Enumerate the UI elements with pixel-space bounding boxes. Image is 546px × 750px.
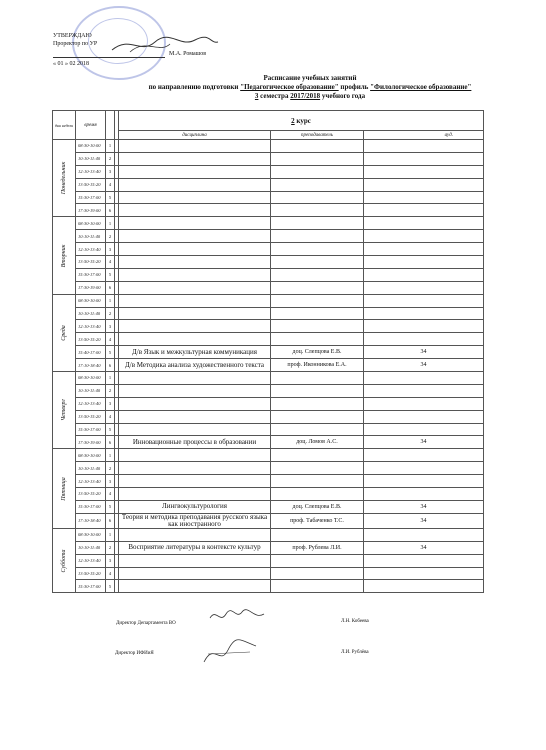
discipline-cell: Теория и методика преподавания русского языка как иностранного	[119, 513, 271, 528]
pair-number: 2	[106, 462, 115, 475]
room-cell	[364, 462, 484, 475]
pair-number: 6	[106, 359, 115, 372]
pair-number: 3	[106, 475, 115, 488]
day-name: Четверг	[61, 399, 67, 422]
teacher-cell	[271, 528, 364, 541]
table-row	[53, 152, 484, 165]
time-cell: 13:50-15:20	[76, 488, 106, 501]
table-row	[53, 256, 484, 269]
teacher-cell	[271, 230, 364, 243]
pair-number: 2	[106, 384, 115, 397]
time-cell: 17:30-19:00	[76, 281, 106, 294]
discipline-cell	[119, 372, 271, 385]
day-cell	[53, 449, 76, 528]
pair-number: 1	[106, 217, 115, 230]
room-cell	[364, 178, 484, 191]
approval-signature	[110, 30, 220, 60]
room-cell	[364, 268, 484, 281]
discipline-cell	[119, 333, 271, 346]
pair-number: 5	[106, 500, 115, 513]
table-row	[53, 294, 484, 307]
discipline-cell	[119, 410, 271, 423]
discipline-cell	[119, 528, 271, 541]
pair-number: 6	[106, 204, 115, 217]
discipline-cell	[119, 152, 271, 165]
table-row	[53, 449, 484, 462]
pair-number: 5	[106, 423, 115, 436]
discipline-cell: Д/в Язык и межкультурная коммуникация	[119, 346, 271, 359]
discipline-cell	[119, 462, 271, 475]
teacher-cell	[271, 384, 364, 397]
room-cell	[364, 475, 484, 488]
pair-number: 5	[106, 268, 115, 281]
table-row	[53, 462, 484, 475]
table-row	[53, 140, 484, 153]
pair-number: 4	[106, 410, 115, 423]
room-cell	[364, 256, 484, 269]
time-cell: 17:10-18:40	[76, 513, 106, 528]
time-cell: 15:30-17:00	[76, 423, 106, 436]
table-row	[53, 500, 484, 513]
discipline-cell	[119, 423, 271, 436]
pair-number: 3	[106, 243, 115, 256]
approval-name: М.А. Ромашов	[169, 51, 207, 57]
time-cell: 13:50-15:20	[76, 410, 106, 423]
room-cell	[364, 397, 484, 410]
day-cell	[53, 140, 76, 217]
time-cell: 15:30-17:00	[76, 500, 106, 513]
room-cell	[364, 140, 484, 153]
discipline-cell	[119, 230, 271, 243]
day-cell	[53, 294, 76, 371]
approval-position: Проректор по УР	[53, 41, 98, 47]
pair-number: 6	[106, 436, 115, 449]
room-cell	[364, 165, 484, 178]
room-cell	[364, 554, 484, 567]
director-signature	[208, 606, 268, 626]
time-cell: 10:10-11:40	[76, 152, 106, 165]
room-cell	[364, 230, 484, 243]
time-cell: 08:30-10:00	[76, 140, 106, 153]
discipline-cell: Д/в Методика анализа художественного текста	[119, 359, 271, 372]
pair-number: 3	[106, 165, 115, 178]
teacher-cell: доц. Слепцова Е.В.	[271, 346, 364, 359]
pair-number: 2	[106, 230, 115, 243]
teacher-cell	[271, 204, 364, 217]
room-cell	[364, 191, 484, 204]
pair-number: 1	[106, 528, 115, 541]
teacher-cell	[271, 268, 364, 281]
header-discipline: дисциплина	[119, 131, 271, 140]
time-cell: 08:30-10:00	[76, 528, 106, 541]
table-row	[53, 204, 484, 217]
teacher-cell	[271, 554, 364, 567]
table-row	[53, 320, 484, 333]
year-label: учебного года	[320, 92, 366, 100]
teacher-cell	[271, 449, 364, 462]
discipline-cell: Восприятие литературы в контексте культур	[119, 541, 271, 554]
discipline-cell	[119, 580, 271, 593]
discipline-cell: Инновационные процессы в образовании	[119, 436, 271, 449]
discipline-cell	[119, 567, 271, 580]
pair-number: 3	[106, 397, 115, 410]
table-row	[53, 423, 484, 436]
academic-year: 2017/2018	[290, 92, 321, 100]
table-row	[53, 541, 484, 554]
time-cell: 15:30-17:00	[76, 580, 106, 593]
discipline-cell	[119, 217, 271, 230]
time-cell: 08:30-10:00	[76, 294, 106, 307]
time-cell: 13:50-15:20	[76, 567, 106, 580]
discipline-cell	[119, 268, 271, 281]
day-name: Понедельник	[61, 161, 67, 195]
pair-number: 5	[106, 191, 115, 204]
time-cell: 12:10-13:40	[76, 475, 106, 488]
pair-number: 4	[106, 256, 115, 269]
room-cell	[364, 281, 484, 294]
signature-director-institute	[115, 651, 154, 656]
room-cell	[364, 217, 484, 230]
pair-number: 4	[106, 178, 115, 191]
pair-number: 6	[106, 513, 115, 528]
room-cell: 34	[364, 500, 484, 513]
header-course	[119, 111, 484, 131]
discipline-cell	[119, 294, 271, 307]
schedule-title-line2	[120, 83, 500, 92]
table-row	[53, 580, 484, 593]
teacher-cell: доц. Слепцова Е.В.	[271, 500, 364, 513]
time-cell: 12:10-13:40	[76, 243, 106, 256]
table-row	[53, 554, 484, 567]
discipline-cell	[119, 243, 271, 256]
time-cell: 10:10-11:40	[76, 230, 106, 243]
pair-number: 4	[106, 488, 115, 501]
discipline-cell	[119, 256, 271, 269]
discipline-cell	[119, 165, 271, 178]
room-cell	[364, 580, 484, 593]
table-row	[53, 528, 484, 541]
discipline-cell	[119, 140, 271, 153]
discipline-cell	[119, 178, 271, 191]
course-label: курс	[296, 116, 311, 125]
discipline-cell	[119, 320, 271, 333]
teacher-cell	[271, 243, 364, 256]
teacher-cell: проф. Табаченко Т.С.	[271, 513, 364, 528]
time-cell: 15:30-17:00	[76, 268, 106, 281]
time-cell: 13:50-15:20	[76, 178, 106, 191]
teacher-cell	[271, 140, 364, 153]
table-row	[53, 165, 484, 178]
signature-position: Директор Департамента ВО	[116, 621, 176, 626]
teacher-cell	[271, 152, 364, 165]
teacher-cell: доц. Ломов А.С.	[271, 436, 364, 449]
room-cell	[364, 488, 484, 501]
day-name: Пятница	[61, 476, 67, 501]
time-cell: 15:30-17:00	[76, 191, 106, 204]
teacher-cell	[271, 488, 364, 501]
pair-number: 4	[106, 567, 115, 580]
room-cell: 34	[364, 436, 484, 449]
time-cell: 08:30-10:00	[76, 449, 106, 462]
table-row	[53, 397, 484, 410]
teacher-cell: проф. Рублева Л.И.	[271, 541, 364, 554]
profile-prefix: профиль	[338, 83, 371, 91]
header-teacher: преподаватель	[271, 131, 364, 140]
time-cell: 10:10-11:40	[76, 541, 106, 554]
pair-number: 6	[106, 281, 115, 294]
table-row	[53, 243, 484, 256]
header-room: ауд.	[364, 131, 484, 140]
direction-field: "Педагогическое образование"	[240, 83, 339, 91]
time-cell: 12:10-13:40	[76, 320, 106, 333]
time-cell: 12:10-13:40	[76, 397, 106, 410]
institute-director-signature	[200, 636, 260, 670]
time-cell: 13:50-15:20	[76, 256, 106, 269]
time-cell: 17:30-19:00	[76, 436, 106, 449]
direction-prefix: по направлению подготовки	[148, 83, 241, 91]
schedule-title	[120, 74, 500, 101]
semester-label: семестра	[258, 92, 291, 100]
room-cell	[364, 333, 484, 346]
discipline-cell	[119, 475, 271, 488]
discipline-cell	[119, 449, 271, 462]
schedule-title-line1: Расписание учебных занятий	[263, 74, 357, 82]
time-cell: 17:10-18:40	[76, 359, 106, 372]
time-cell: 17:30-19:00	[76, 204, 106, 217]
day-name: Вторник	[61, 244, 67, 267]
discipline-cell	[119, 554, 271, 567]
profile-name: "Филологическое образование"	[370, 83, 472, 91]
table-row	[53, 372, 484, 385]
teacher-cell	[271, 256, 364, 269]
room-cell	[364, 307, 484, 320]
signature-position-2: Директор ИФИиЯ	[115, 651, 154, 656]
approval-title: УТВЕРЖДАЮ	[53, 33, 92, 39]
pair-number: 5	[106, 346, 115, 359]
discipline-cell	[119, 204, 271, 217]
schedule-title-line3	[120, 92, 500, 101]
day-cell	[53, 372, 76, 449]
room-cell	[364, 320, 484, 333]
pair-number: 2	[106, 541, 115, 554]
table-row	[53, 178, 484, 191]
time-cell: 13:50-15:20	[76, 333, 106, 346]
time-cell: 15:40-17:00	[76, 346, 106, 359]
room-cell	[364, 204, 484, 217]
teacher-cell	[271, 320, 364, 333]
teacher-cell	[271, 372, 364, 385]
time-cell: 12:10-13:40	[76, 554, 106, 567]
discipline-cell	[119, 488, 271, 501]
discipline-cell	[119, 281, 271, 294]
room-cell: 34	[364, 513, 484, 528]
table-row	[53, 513, 484, 528]
day-cell	[53, 528, 76, 592]
room-cell	[364, 152, 484, 165]
teacher-cell	[271, 294, 364, 307]
pair-number: 5	[106, 580, 115, 593]
header-days: дни недели	[53, 111, 76, 140]
discipline-cell	[119, 397, 271, 410]
teacher-cell	[271, 165, 364, 178]
teacher-cell	[271, 580, 364, 593]
teacher-cell	[271, 333, 364, 346]
table-row	[53, 217, 484, 230]
day-name: Суббота	[61, 549, 67, 573]
room-cell: 34	[364, 541, 484, 554]
table-row	[53, 346, 484, 359]
pair-number: 3	[106, 554, 115, 567]
table-row	[53, 307, 484, 320]
room-cell	[364, 294, 484, 307]
table-row	[53, 281, 484, 294]
pair-number: 1	[106, 140, 115, 153]
time-cell: 10:10-11:40	[76, 462, 106, 475]
time-cell: 10:10-11:40	[76, 307, 106, 320]
signature-name-rubleva: Л.И. Рублёва	[341, 650, 369, 655]
day-cell	[53, 217, 76, 294]
teacher-cell	[271, 397, 364, 410]
table-row	[53, 488, 484, 501]
time-cell: 12:10-13:40	[76, 165, 106, 178]
signature-name-kobeeva: Л.Н. Кобеева	[341, 619, 369, 624]
course-number: 2	[291, 116, 295, 125]
table-row	[53, 410, 484, 423]
room-cell	[364, 410, 484, 423]
header-time: время	[76, 111, 106, 140]
semester-number: 3	[254, 92, 259, 100]
pair-number: 2	[106, 307, 115, 320]
approval-date: « 01 » 02 2018	[53, 61, 89, 67]
table-row	[53, 384, 484, 397]
teacher-cell	[271, 567, 364, 580]
schedule-table	[52, 110, 484, 593]
teacher-cell	[271, 191, 364, 204]
teacher-cell	[271, 423, 364, 436]
table-row	[53, 191, 484, 204]
teacher-cell	[271, 475, 364, 488]
room-cell	[364, 528, 484, 541]
room-cell	[364, 384, 484, 397]
teacher-cell	[271, 217, 364, 230]
time-cell: 10:10-11:40	[76, 384, 106, 397]
pair-number: 1	[106, 372, 115, 385]
time-cell: 08:30-10:00	[76, 372, 106, 385]
table-row	[53, 567, 484, 580]
discipline-cell: Лингвокультурология	[119, 500, 271, 513]
teacher-cell	[271, 410, 364, 423]
table-row	[53, 333, 484, 346]
room-cell	[364, 423, 484, 436]
pair-number: 1	[106, 294, 115, 307]
room-cell	[364, 372, 484, 385]
teacher-cell: проф. Иконникова Е.А.	[271, 359, 364, 372]
table-row	[53, 268, 484, 281]
table-row	[53, 475, 484, 488]
table-row	[53, 359, 484, 372]
room-cell: 34	[364, 359, 484, 372]
signature-director-department	[116, 621, 176, 626]
discipline-cell	[119, 191, 271, 204]
pair-number: 3	[106, 320, 115, 333]
table-row	[53, 436, 484, 449]
teacher-cell	[271, 307, 364, 320]
room-cell	[364, 567, 484, 580]
pair-number: 1	[106, 449, 115, 462]
room-cell	[364, 449, 484, 462]
room-cell: 34	[364, 346, 484, 359]
teacher-cell	[271, 178, 364, 191]
teacher-cell	[271, 462, 364, 475]
time-cell: 08:30-10:00	[76, 217, 106, 230]
discipline-cell	[119, 384, 271, 397]
teacher-cell	[271, 281, 364, 294]
room-cell	[364, 243, 484, 256]
pair-number: 2	[106, 152, 115, 165]
pair-number: 4	[106, 333, 115, 346]
discipline-cell	[119, 307, 271, 320]
table-row	[53, 230, 484, 243]
day-name: Среда	[61, 325, 67, 341]
